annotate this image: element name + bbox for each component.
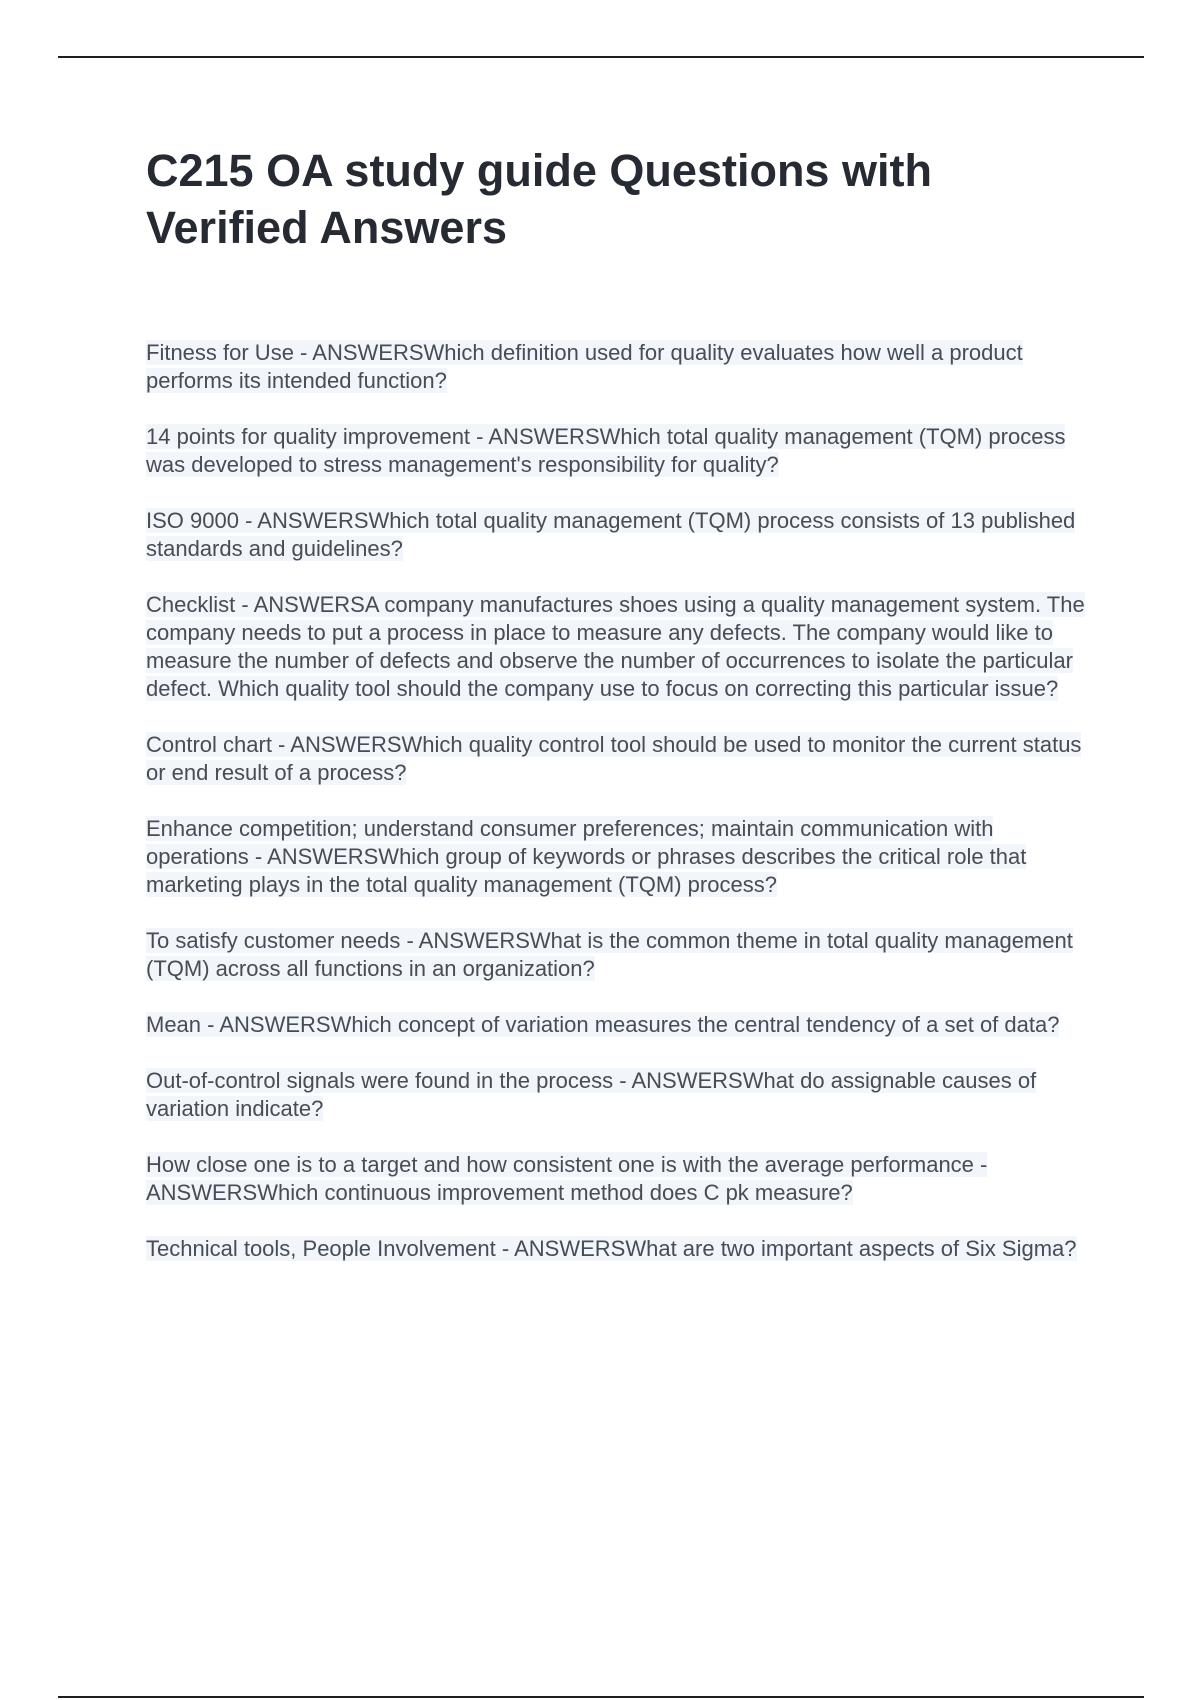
qa-text: ISO 9000 - ANSWERSWhich total quality management (TQM) process consists of 13 published standards and guidelines? <box>146 508 1076 561</box>
qa-item <box>146 1235 1091 1263</box>
footer-rule <box>58 1696 1144 1698</box>
qa-item <box>146 423 1091 479</box>
qa-text: Checklist - ANSWERSA company manufactures shoes using a quality management system. The company needs to put a process in place to measure any defects. The company would like to measure the number of defects and observe the number of occurrences to isolate the particular defect. Which quality tool should the company use to focus on correcting this particular issue? <box>146 592 1085 701</box>
qa-item <box>146 927 1091 983</box>
qa-item <box>146 339 1091 395</box>
qa-text: To satisfy customer needs - ANSWERSWhat is the common theme in total quality management (TQM) across all functions in an organization? <box>146 928 1073 981</box>
document-title: C215 OA study guide Questions with Verified Answers <box>146 145 932 253</box>
qa-text: How close one is to a target and how consistent one is with the average performance - ANSWERSWhich continuous improvement method does C pk measure? <box>146 1152 988 1205</box>
qa-item <box>146 1011 1091 1039</box>
document-body <box>146 142 1091 1291</box>
qa-list <box>146 339 1091 1263</box>
qa-text: 14 points for quality improvement - ANSWERSWhich total quality management (TQM) process was developed to stress management's responsibility for quality? <box>146 424 1066 477</box>
qa-text: Control chart - ANSWERSWhich quality control tool should be used to monitor the current status or end result of a process? <box>146 732 1082 785</box>
qa-item <box>146 507 1091 563</box>
qa-item <box>146 815 1091 899</box>
qa-item <box>146 1067 1091 1123</box>
qa-text: Technical tools, People Involvement - ANSWERSWhat are two important aspects of Six Sigma? <box>146 1236 1077 1261</box>
qa-text: Fitness for Use - ANSWERSWhich definition used for quality evaluates how well a product performs its intended function? <box>146 340 1023 393</box>
qa-item <box>146 1151 1091 1207</box>
qa-text: Enhance competition; understand consumer preferences; maintain communication with operations - ANSWERSWhich group of keywords or phrases describes the critical role that marketing plays in the total quality management (TQM) process? <box>146 816 1027 897</box>
header-rule <box>58 56 1144 58</box>
qa-item <box>146 591 1091 703</box>
qa-text: Out-of-control signals were found in the process - ANSWERSWhat do assignable causes of variation indicate? <box>146 1068 1037 1121</box>
qa-text: Mean - ANSWERSWhich concept of variation measures the central tendency of a set of data? <box>146 1012 1060 1037</box>
qa-item <box>146 731 1091 787</box>
